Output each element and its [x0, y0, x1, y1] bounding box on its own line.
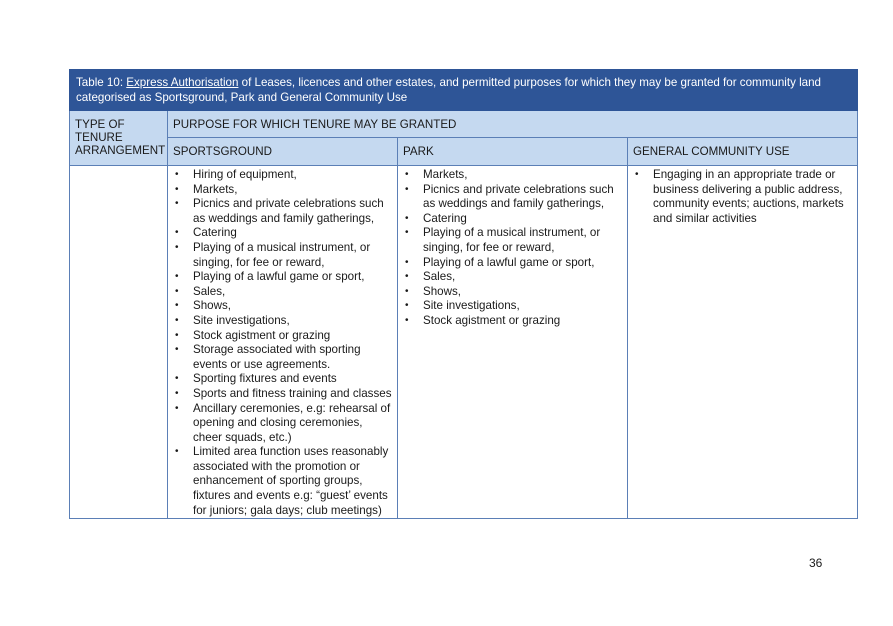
- bullet-icon: •: [405, 285, 409, 297]
- bullet-icon: •: [635, 169, 639, 180]
- bullet-icon: •: [175, 169, 179, 180]
- bullet-icon: •: [405, 227, 409, 239]
- general-community-use-list: [628, 168, 853, 226]
- bullet-icon: •: [405, 271, 409, 283]
- bullet-icon: •: [405, 183, 409, 195]
- caption-underlined: Express Authorisation: [126, 76, 239, 89]
- header-purpose: PURPOSE FOR WHICH TENURE MAY BE GRANTED: [168, 111, 858, 138]
- bullet-icon: •: [175, 198, 179, 210]
- list-item-text: Site investigations,: [193, 313, 290, 327]
- bullet-icon: •: [175, 285, 179, 297]
- list-item-text: Ancillary ceremonies, e.g: rehearsal of opening and closing ceremonies, cheer squads, etc.): [193, 401, 391, 444]
- list-item-text: Playing of a musical instrument, or singing, for fee or reward,: [193, 240, 371, 269]
- list-item: [168, 299, 393, 314]
- bullet-icon: •: [175, 241, 179, 253]
- bullet-icon: •: [405, 256, 409, 268]
- bullet-icon: •: [175, 387, 179, 399]
- list-item-text: Sporting fixtures and events: [193, 372, 337, 386]
- list-item: [398, 314, 623, 329]
- bullet-icon: •: [175, 271, 179, 283]
- list-item-text: Shows,: [423, 284, 462, 298]
- list-item: [168, 314, 393, 329]
- list-item-text: Playing of a musical instrument, or singing, for fee or reward,: [423, 226, 601, 254]
- list-item-text: Markets,: [423, 168, 468, 181]
- list-item-text: Picnics and private celebrations such as weddings and family gatherings,: [193, 197, 384, 225]
- list-item-text: Playing of a lawful game or sport,: [423, 255, 595, 269]
- list-item: [168, 329, 393, 344]
- header-park: PARK: [398, 138, 628, 166]
- header-tenure-type: TYPE OF TENURE ARRANGEMENT: [70, 111, 168, 166]
- list-item-text: Stock agistment or grazing: [423, 313, 561, 327]
- header-sportsground: SPORTSGROUND: [168, 138, 398, 166]
- bullet-icon: •: [175, 314, 179, 326]
- page-number: 36: [809, 556, 823, 570]
- sportsground-list: [168, 168, 393, 518]
- table-row: [70, 166, 858, 519]
- list-item-text: Hiring of equipment,: [193, 168, 297, 181]
- list-item: [168, 445, 393, 518]
- bullet-icon: •: [405, 169, 409, 180]
- list-item: [398, 299, 623, 314]
- list-item: [168, 372, 393, 387]
- sportsground-cell: [168, 166, 398, 519]
- list-item-text: Picnics and private celebrations such as weddings and family gatherings,: [423, 182, 614, 211]
- list-item-text: Stock agistment or grazing: [193, 328, 331, 342]
- list-item: [628, 168, 853, 226]
- list-item-text: Markets,: [193, 182, 238, 196]
- list-item: [168, 183, 393, 198]
- bullet-icon: •: [175, 344, 179, 356]
- list-item: [398, 285, 623, 300]
- caption-prefix: Table 10:: [76, 76, 127, 89]
- list-item-text: Storage associated with sporting events or use agreements.: [193, 343, 361, 371]
- table-caption: [70, 70, 858, 111]
- list-item-text: Catering: [193, 226, 237, 240]
- bullet-icon: •: [175, 329, 179, 341]
- park-cell: [398, 166, 628, 519]
- list-item-text: Engaging in an appropriate trade or business delivering a public address, community events; auctions, markets and similar activities: [653, 168, 844, 225]
- bullet-icon: •: [175, 373, 179, 385]
- list-item: [168, 241, 393, 270]
- bullet-icon: •: [175, 446, 179, 458]
- list-item-text: Limited area function uses reasonably associated with the promotion or enhancement of sporting groups, fixtures and events e.g: “guest’ events for juniors; gala days; club meetings): [193, 445, 389, 517]
- caption-rest: of Leases, licences and other estates, and permitted purposes for which they may be granted for community land categorised as Sportsground, Park and General Community Use: [76, 76, 822, 104]
- list-item: [398, 270, 623, 285]
- header-general-community-use: GENERAL COMMUNITY USE: [628, 138, 858, 166]
- list-item: [168, 343, 393, 372]
- list-item-text: Site investigations,: [423, 299, 520, 313]
- list-item: [398, 212, 623, 227]
- list-item: [398, 183, 623, 212]
- list-item: [168, 402, 393, 446]
- tenure-table: [69, 69, 858, 519]
- bullet-icon: •: [405, 212, 409, 224]
- list-item-text: Sales,: [193, 284, 226, 298]
- list-item: [398, 226, 623, 255]
- list-item: [168, 226, 393, 241]
- list-item: [398, 168, 623, 183]
- list-item-text: Sports and fitness training and classes: [193, 386, 392, 400]
- bullet-icon: •: [175, 402, 179, 414]
- bullet-icon: •: [175, 300, 179, 312]
- list-item: [398, 256, 623, 271]
- list-item-text: Shows,: [193, 299, 232, 313]
- list-item-text: Playing of a lawful game or sport,: [193, 270, 365, 284]
- list-item: [168, 168, 393, 183]
- list-item: [168, 197, 393, 226]
- bullet-icon: •: [175, 183, 179, 195]
- bullet-icon: •: [405, 314, 409, 326]
- list-item-text: Sales,: [423, 270, 456, 284]
- general-community-use-cell: [628, 166, 858, 519]
- list-item: [168, 285, 393, 300]
- bullet-icon: •: [175, 227, 179, 239]
- list-item: [168, 387, 393, 402]
- list-item: [168, 270, 393, 285]
- park-list: [398, 168, 623, 329]
- list-item-text: Catering: [423, 211, 467, 225]
- bullet-icon: •: [405, 300, 409, 312]
- tenure-type-cell: [70, 166, 168, 519]
